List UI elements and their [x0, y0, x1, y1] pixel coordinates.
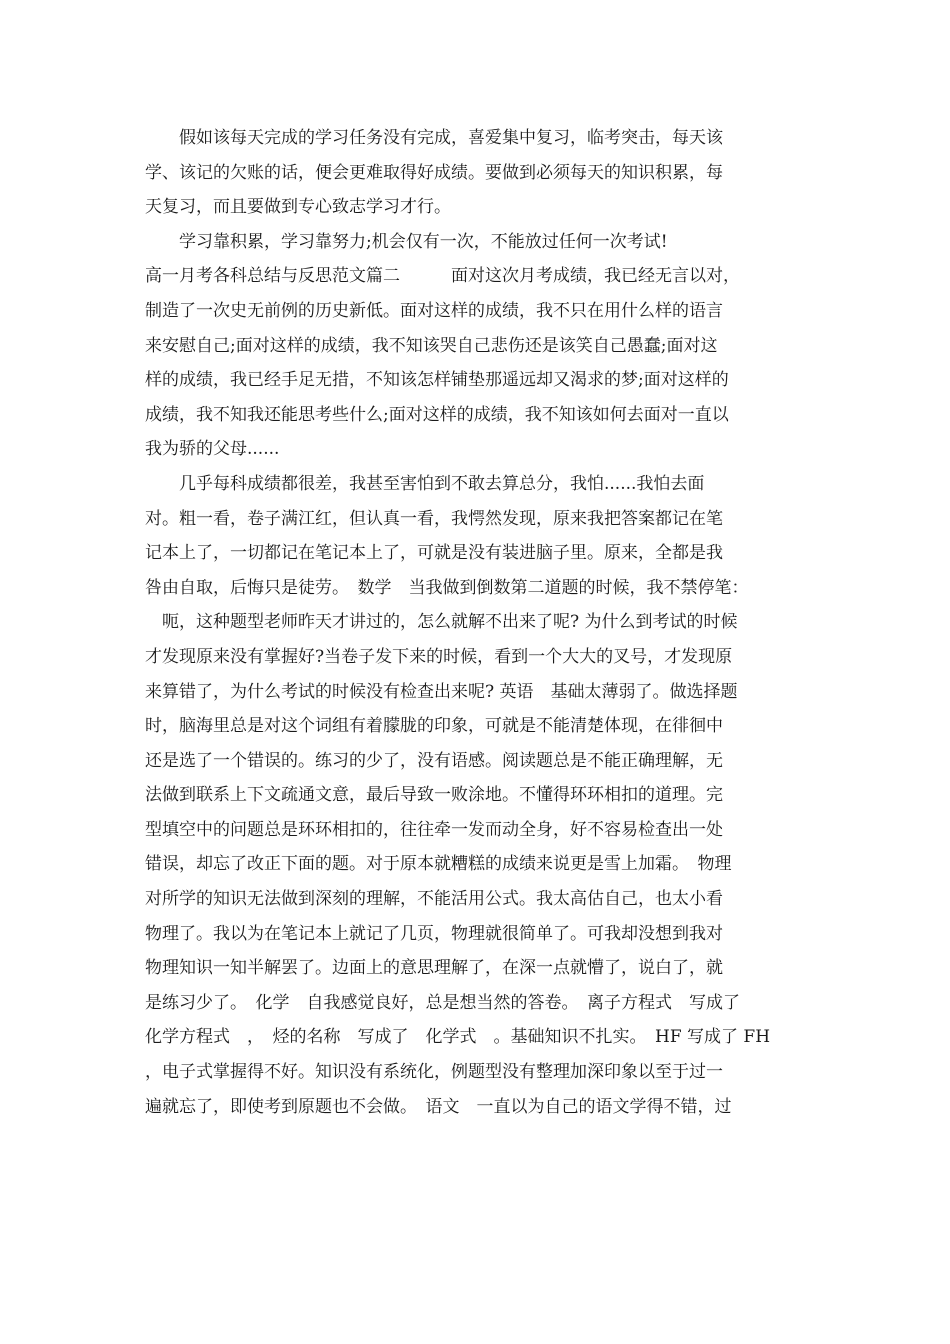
text-line: 对所学的知识无法做到深刻的理解，不能活用公式。我太高估自己，也太小看 [145, 889, 723, 910]
text-line: 型填空中的问题总是环环相扣的，往往牵一发而动全身，好不容易检查出一处 [145, 819, 723, 840]
text-line: 才发现原来没有掌握好?当卷子发下来的时候，看到一个大大的叉号，才发现原 [145, 646, 733, 667]
text-line: 成绩，我不知我还能思考些什么;面对这样的成绩，我不知该如何去面对一直以 [145, 404, 729, 425]
text-line: 来算错了，为什么考试的时候没有检查出来呢? 英语 基础太薄弱了。做选择题 [145, 681, 738, 702]
text-line: 是练习少了。 化学 自我感觉良好，总是想当然的答卷。 离子方程式 写成了 [145, 992, 740, 1013]
text-line: 呃，这种题型老师昨天才讲过的，怎么就解不出来了呢? 为什么到考试的时候 [145, 612, 738, 633]
text-line: 法做到联系上下文疏通文意，最后导致一败涂地。不懂得环环相扣的道理。完 [145, 785, 723, 806]
text-line: 制造了一次史无前例的历史新低。面对这样的成绩，我不只在用什么样的语言 [145, 300, 723, 321]
text-line: 假如该每天完成的学习任务没有完成，喜爱集中复习，临考突击，每天该 [145, 128, 723, 148]
text-line: 化学方程式 ， 烃的名称 写成了 化学式 。基础知识不扎实。 HF 写成了 FH [145, 1027, 771, 1048]
text-line: 样的成绩，我已经手足无措，不知该怎样铺垫那遥远却又渴求的梦;面对这样的 [145, 370, 729, 391]
text-line: 学、该记的欠账的话，便会更难取得好成绩。要做到必须每天的知识积累，每 [145, 162, 723, 183]
text-line: 学习靠积累，学习靠努力;机会仅有一次，不能放过任何一次考试! [145, 231, 668, 252]
text-line: 时，脑海里总是对这个词组有着朦胧的印象，可就是不能清楚体现，在徘徊中 [145, 716, 723, 737]
text-line: 物理知识一知半解罢了。边面上的意思理解了，在深一点就懵了，说白了，就 [145, 958, 723, 979]
text-line: 遍就忘了，即使考到原题也不会做。 语文 一直以为自己的语文学得不错，过 [145, 1096, 732, 1117]
text-line: 我为骄的父母...... [145, 439, 280, 460]
text-line: 物理了。我以为在笔记本上就记了几页，物理就很简单了。可我却没想到我对 [145, 923, 723, 944]
text-line: 来安慰自己;面对这样的成绩，我不知该哭自己悲伤还是该笑自己愚蠢;面对这 [145, 335, 718, 356]
text-line: 咎由自取，后悔只是徒劳。 数学 当我做到倒数第二道题的时候，我不禁停笔： [145, 577, 749, 598]
text-line: 还是选了一个错误的。练习的少了，没有语感。阅读题总是不能正确理解，无 [145, 750, 723, 771]
text-line: 对。粗一看，卷子满江红，但认真一看，我愕然发现，原来我把答案都记在笔 [145, 508, 723, 529]
text-line: 记本上了，一切都记在笔记本上了，可就是没有装进脑子里。原来，全都是我 [145, 543, 723, 564]
text-line: 天复习，而且要做到专心致志学习才行。 [145, 197, 451, 218]
section-heading-line: 高一月考各科总结与反思范文篇二 面对这次月考成绩，我已经无言以对， [145, 266, 740, 287]
text-line: 几乎每科成绩都很差，我甚至害怕到不敢去算总分，我怕......我怕去面 [145, 473, 705, 494]
text-line: ，电子式掌握得不好。知识没有系统化，例题型没有整理加深印象以至于过一 [145, 1062, 723, 1083]
text-line: 错误，却忘了改正下面的题。对于原本就糟糕的成绩来说更是雪上加霜。 物理 [145, 854, 732, 875]
body-text [145, 121, 805, 1124]
